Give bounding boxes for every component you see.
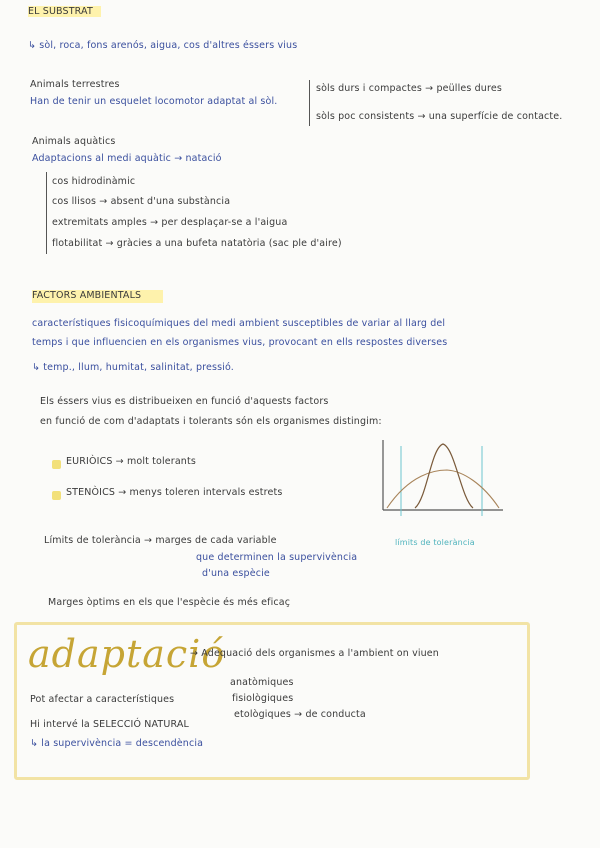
limits-caption: límits de tolerància xyxy=(395,538,475,547)
aquatics-bracket xyxy=(46,172,47,254)
adaptacio-def: → Adequació dels organismes a l'ambient on viuen xyxy=(190,648,439,659)
marges-line: Marges òptims en els que l'espècie és més eficaç xyxy=(48,597,291,608)
terrestres-side-1: sòls durs i compactes → peülles dures xyxy=(316,83,502,94)
aquatics-item: cos hidrodinàmic xyxy=(52,176,136,187)
substrat-heading: EL SUBSTRAT xyxy=(28,6,101,18)
adaptacio-pot: Pot afectar a característiques xyxy=(30,694,175,705)
factors-def-2: temps i que influencien en els organismes vius, provocant en ells respostes diverses xyxy=(32,337,448,348)
substrat-line: ↳ sòl, roca, fons arenós, aigua, cos d'altres éssers vius xyxy=(28,40,298,51)
adaptacio-seleccio: Hi intervé la SELECCIÓ NATURAL xyxy=(30,719,189,730)
aquatics-item: flotabilitat → gràcies a una bufeta natatòria (sac ple d'aire) xyxy=(52,238,342,249)
factors-dist-2: en funció de com d'adaptats i tolerants són els organismes distingim: xyxy=(40,416,382,427)
steno-line: STENÒICS → menys toleren intervals estrets xyxy=(66,487,283,498)
factors-def-1: característiques fisicoquímiques del medi ambient susceptibles de variar al llarg del xyxy=(32,318,446,329)
limits-line-2: que determinen la supervivència xyxy=(196,552,358,563)
adaptacio-type: fisiològiques xyxy=(232,693,294,704)
limits-line-3: d'una espècie xyxy=(202,568,270,579)
steno-bullet-icon xyxy=(52,491,61,500)
terrestres-line: Han de tenir un esquelet locomotor adaptat al sòl. xyxy=(30,96,278,107)
adaptacio-supervivencia: ↳ la supervivència = descendència xyxy=(30,738,204,749)
factors-heading: FACTORS AMBIENTALS xyxy=(32,290,163,301)
tolerance-graph xyxy=(375,438,505,538)
aquatics-item: extremitats amples → per desplaçar-se a l'aigua xyxy=(52,217,288,228)
adaptacio-type: etològiques → de conducta xyxy=(234,709,366,720)
aquatics-line: Adaptacions al medi aquàtic → natació xyxy=(32,153,222,164)
terrestres-side-2: sòls poc consistents → una superfície de contacte. xyxy=(316,111,563,122)
factors-dist-1: Els éssers vius es distribueixen en funció d'aquests factors xyxy=(40,396,329,407)
factors-examples: ↳ temp., llum, humitat, salinitat, pressió. xyxy=(32,362,234,373)
terrestres-heading: Animals terrestres xyxy=(30,79,120,90)
terrestres-bracket xyxy=(309,80,310,126)
adaptacio-type: anatòmiques xyxy=(230,677,294,688)
graph-steno-curve xyxy=(415,444,473,508)
euri-bullet-icon xyxy=(52,460,61,469)
aquatics-heading: Animals aquàtics xyxy=(32,136,116,147)
adaptacio-word: adaptació xyxy=(28,632,226,676)
aquatics-item: cos llisos → absent d'una substància xyxy=(52,196,231,207)
limits-line-1: Límits de tolerància → marges de cada variable xyxy=(44,535,277,546)
euri-line: EURIÒICS → molt tolerants xyxy=(66,456,196,467)
